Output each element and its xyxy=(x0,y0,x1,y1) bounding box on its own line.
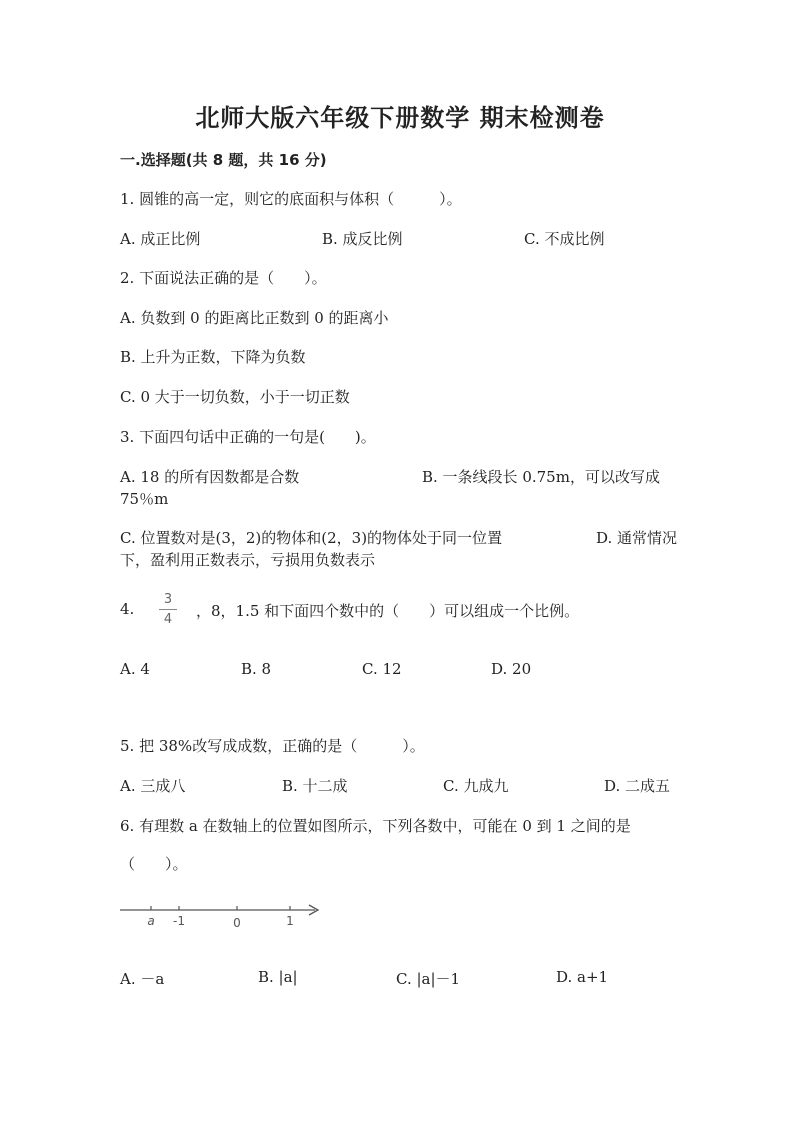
question-2-stem: 2. 下面说法正确的是（ ）。 xyxy=(120,269,327,287)
fraction-numerator: 3 xyxy=(163,592,173,607)
fraction-three-quarters xyxy=(158,592,178,627)
question-4-option-c: C. 12 xyxy=(362,660,402,678)
question-4-number: 4. xyxy=(120,600,135,618)
question-6-stem: 6. 有理数 a 在数轴上的位置如图所示，下列各数中，可能在 0 到 1 之间的是 xyxy=(120,817,631,835)
question-1-option-b: B. 成反比例 xyxy=(322,230,403,248)
question-3-stem: 3. 下面四句话中正确的一句是( )。 xyxy=(120,428,376,446)
question-3-option-b: B. 一条线段长 0.75m，可以改写成 xyxy=(422,468,660,486)
question-3-option-d: D. 通常情况 xyxy=(596,529,678,547)
label-one: 1 xyxy=(286,914,294,928)
question-2-option-c: C. 0 大于一切负数，小于一切正数 xyxy=(120,388,350,406)
question-3-option-b-cont: 75％m xyxy=(120,490,169,508)
label-zero: 0 xyxy=(233,916,241,930)
question-6-option-d: D. a+1 xyxy=(556,968,609,986)
question-3-option-c: C. 位置数对是(3，2)的物体和(2，3)的物体处于同一位置 xyxy=(120,529,503,547)
fraction-denominator: 4 xyxy=(163,612,173,627)
question-5-stem: 5. 把 38%改写成成数，正确的是（ ）。 xyxy=(120,737,425,755)
number-line xyxy=(115,898,330,932)
question-5-option-b: B. 十二成 xyxy=(282,777,348,795)
question-1-option-a: A. 成正比例 xyxy=(120,230,201,248)
question-4-option-a: A. 4 xyxy=(120,660,150,678)
question-4-option-d: D. 20 xyxy=(491,660,532,678)
section-heading: 一.选择题(共 8 题，共 16 分) xyxy=(120,151,327,169)
question-6-option-c: C. |a|－1 xyxy=(396,970,461,988)
label-minus-one: -1 xyxy=(173,914,185,928)
question-3-option-a: A. 18 的所有因数都是合数 xyxy=(120,468,300,486)
question-5-option-a: A. 三成八 xyxy=(120,777,186,795)
question-2-option-a: A. 负数到 0 的距离比正数到 0 的距离小 xyxy=(120,309,389,327)
fraction-bar xyxy=(159,609,177,610)
question-5-option-c: C. 九成九 xyxy=(443,777,509,795)
question-3-option-d-cont: 下，盈利用正数表示，亏损用负数表示 xyxy=(120,551,376,569)
question-6-option-b: B. |a| xyxy=(258,968,298,986)
question-6-stem-cont: （ ）。 xyxy=(120,855,188,873)
question-6-option-a: A. －a xyxy=(120,970,165,988)
question-5-option-d: D. 二成五 xyxy=(604,777,671,795)
page-title: 北师大版六年级下册数学 期末检测卷 xyxy=(195,104,605,132)
question-4-stem: ，8，1.5 和下面四个数中的（ ）可以组成一个比例。 xyxy=(196,602,580,620)
question-2-option-b: B. 上升为正数，下降为负数 xyxy=(120,348,306,366)
question-1-option-c: C. 不成比例 xyxy=(524,230,605,248)
question-4-option-b: B. 8 xyxy=(241,660,272,678)
question-1-stem: 1. 圆锥的高一定，则它的底面积与体积（ ）。 xyxy=(120,190,462,208)
label-a: a xyxy=(147,914,155,928)
